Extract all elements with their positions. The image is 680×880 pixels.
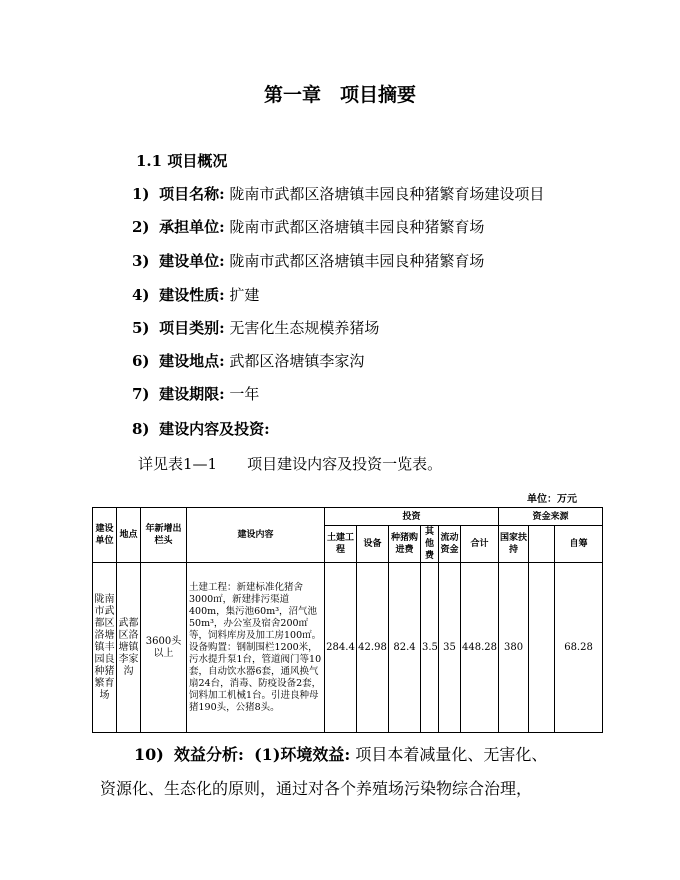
item-project-category [132,317,379,338]
item-number: 3) [132,252,150,270]
investment-table [92,507,603,733]
item-value: 无害化生态规模养猪场 [229,319,380,337]
cell-location: 武都区洛塘镇李家沟 [117,563,141,733]
header-blank [529,526,555,563]
item-construction-unit [132,250,484,271]
cell-unit: 陇南市武都区洛塘镇丰园良种猪繁育场 [93,563,117,733]
table-header-row [93,508,603,526]
item-key: 建设地点: [159,352,225,370]
header-breeding: 种猪购进费 [389,526,421,563]
cell-blank [529,563,555,733]
unit-label: 单位：万元 [527,494,577,505]
benefit-paragraph-line1 [134,742,547,765]
benefit-text: 项目本着减量化、无害化、 [355,745,548,764]
cell-breeding: 82.4 [389,563,421,733]
item-location [132,350,364,371]
section-heading: 1.1 项目概况 [136,152,228,170]
item-value: 陇南市武都区洛塘镇丰园良种猪繁育场 [229,252,485,270]
header-investment: 投资 [325,508,499,526]
item-key: 建设内容及投资: [159,420,270,438]
item-number: 8) [132,420,150,438]
header-civil: 土建工程 [325,526,357,563]
item-value: 一年 [229,385,260,403]
item-value: 武都区洛塘镇李家沟 [229,352,365,370]
cell-equipment: 42.98 [357,563,389,733]
item-number: 5) [132,319,150,337]
header-self: 自筹 [555,526,603,563]
item-key: 承担单位: [159,218,225,236]
header-national: 国家扶持 [499,526,529,563]
cell-national: 380 [499,563,529,733]
item-value: 扩建 [229,286,260,304]
header-total: 合计 [461,526,499,563]
item-key: 建设性质: [159,286,225,304]
header-content: 建设内容 [187,508,325,563]
benefit-subheading: (1)环境效益: [254,745,351,764]
header-unit: 建设单位 [93,508,117,563]
cell-working-capital: 35 [439,563,461,733]
benefit-paragraph-line2: 资源化、生态化的原则，通过对各个养殖场污染物综合治理， [100,779,533,798]
item-value: 陇南市武都区洛塘镇丰园良种猪繁育场 [229,218,485,236]
item-number: 4) [132,286,150,304]
benefit-number: 10) [134,745,164,764]
header-other: 其他费 [421,526,439,563]
header-equipment: 设备 [357,526,389,563]
chapter-title: 第一章 项目摘要 [263,84,416,106]
item-project-name [132,183,544,204]
table-row [93,563,603,733]
item-number: 2) [132,218,150,236]
table-reference-note: 详见表1—1 项目建设内容及投资一览表。 [138,455,443,473]
item-value: 陇南市武都区洛塘镇丰园良种猪繁育场建设项目 [229,185,545,203]
cell-content: 土建工程：新建标准化猪舍3000㎡，新建排污渠道400m，集污池60m³，沼气池50m³，办公室及宿舍200㎡等，饲料库房及加工房100㎡。设备购置：钢制围栏1200米，污水提升泵1台，管道阀门等10套，自动饮水器6套，通风换气扇24台，消毒、防疫设备2套，饲料加工机械1台。引进良种母猪190头，公猪8头。 [187,563,325,733]
header-funding: 资金来源 [499,508,603,526]
item-key: 项目名称: [159,185,225,203]
item-key: 建设期限: [159,385,225,403]
header-capacity: 年新增出栏头 [141,508,187,563]
item-number: 6) [132,352,150,370]
header-location: 地点 [117,508,141,563]
item-content-investment [132,418,270,439]
benefit-heading: 效益分析: [174,745,244,764]
item-construction-nature [132,284,259,305]
item-key: 建设单位: [159,252,225,270]
item-number: 7) [132,385,150,403]
cell-self: 68.28 [555,563,603,733]
item-key: 项目类别: [159,319,225,337]
cell-other: 3.5 [421,563,439,733]
item-undertaking-unit [132,216,484,237]
item-number: 1) [132,185,150,203]
header-working-capital: 流动资金 [439,526,461,563]
cell-civil: 284.4 [325,563,357,733]
item-period [132,383,259,404]
cell-total: 448.28 [461,563,499,733]
cell-capacity: 3600头以上 [141,563,187,733]
